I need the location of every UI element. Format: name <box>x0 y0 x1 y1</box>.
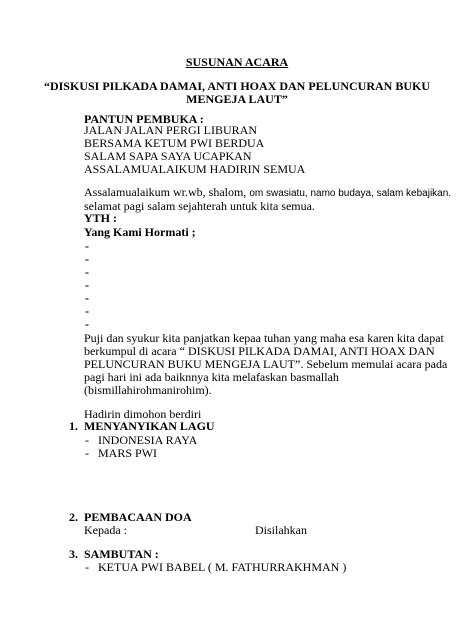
blank-dash: - <box>85 265 89 279</box>
yang-kami-hormati: Yang Kami Hormati ; <box>84 225 196 239</box>
blank-dash: - <box>85 291 89 305</box>
puji-line: (bismillahirohmanirohim). <box>84 383 212 397</box>
pantun-line: JALAN JALAN PERGI LIBURAN <box>84 123 257 137</box>
section-title-pembacaan-doa: PEMBACAAN DOA <box>84 510 192 524</box>
blank-dash: - <box>85 278 89 292</box>
pantun-line: SALAM SAPA SAYA UCAPKAN <box>84 149 252 163</box>
list-dash: - <box>85 560 89 574</box>
blank-dash: - <box>85 304 89 318</box>
puji-line: pagi hari ini ada baiknnya kita melafaskan basmallah <box>84 370 339 384</box>
puji-line: PELUNCURAN BUKU MENGEJA LAUT”. Sebelum memulai acara pada <box>84 357 448 371</box>
blank-dash: - <box>85 239 89 253</box>
yth-label: YTH : <box>84 211 117 225</box>
song-item: INDONESIA RAYA <box>98 433 198 447</box>
pantun-line: BERSAMA KETUM PWI BERDUA <box>84 136 265 150</box>
blank-dash: - <box>85 317 89 331</box>
hadirin-line: Hadirin dimohon berdiri <box>84 407 202 421</box>
section-number: 2. <box>69 510 78 524</box>
kepada-label: Kepada : <box>84 523 127 537</box>
puji-line: berkumpul di acara “ DISKUSI PILKADA DAMAI, ANTI HOAX DAN <box>84 344 435 358</box>
greeting-part2: om swasiatu, namo budaya, salam kebajikan. <box>249 188 452 199</box>
section-number: 3. <box>69 547 78 561</box>
list-dash: - <box>85 446 89 460</box>
document-subtitle-line2: MENGEJA LAUT” <box>186 92 288 106</box>
section-title-sambutan: SAMBUTAN : <box>84 547 159 561</box>
document-subtitle-line1: “DISKUSI PILKADA DAMAI, ANTI HOAX DAN PELUNCURAN BUKU <box>43 79 431 93</box>
section-number: 1. <box>69 419 78 433</box>
pantun-line: ASSALAMUALAIKUM HADIRIN SEMUA <box>84 162 306 176</box>
list-dash: - <box>85 433 89 447</box>
section-title-menyanyikan-lagu: MENYANYIKAN LAGU <box>84 419 215 433</box>
disilahkan-label: Disilahkan <box>255 523 307 537</box>
blank-dash: - <box>85 252 89 266</box>
speaker-item: KETUA PWI BABEL ( M. FATHURRAKHMAN ) <box>98 560 347 574</box>
document-title: SUSUNAN ACARA <box>185 55 289 69</box>
song-item: MARS PWI <box>98 446 158 460</box>
pantun-heading: PANTUN PEMBUKA : <box>84 112 204 126</box>
puji-line: Puji dan syukur kita panjatkan kepaa tuhan yang maha esa karen kita dapat <box>84 331 444 345</box>
greeting-line2: selamat pagi salam sejahterah untuk kita semua. <box>84 199 315 213</box>
greeting-part1: Assalamualaikum wr.wb, shalom, <box>84 185 250 199</box>
